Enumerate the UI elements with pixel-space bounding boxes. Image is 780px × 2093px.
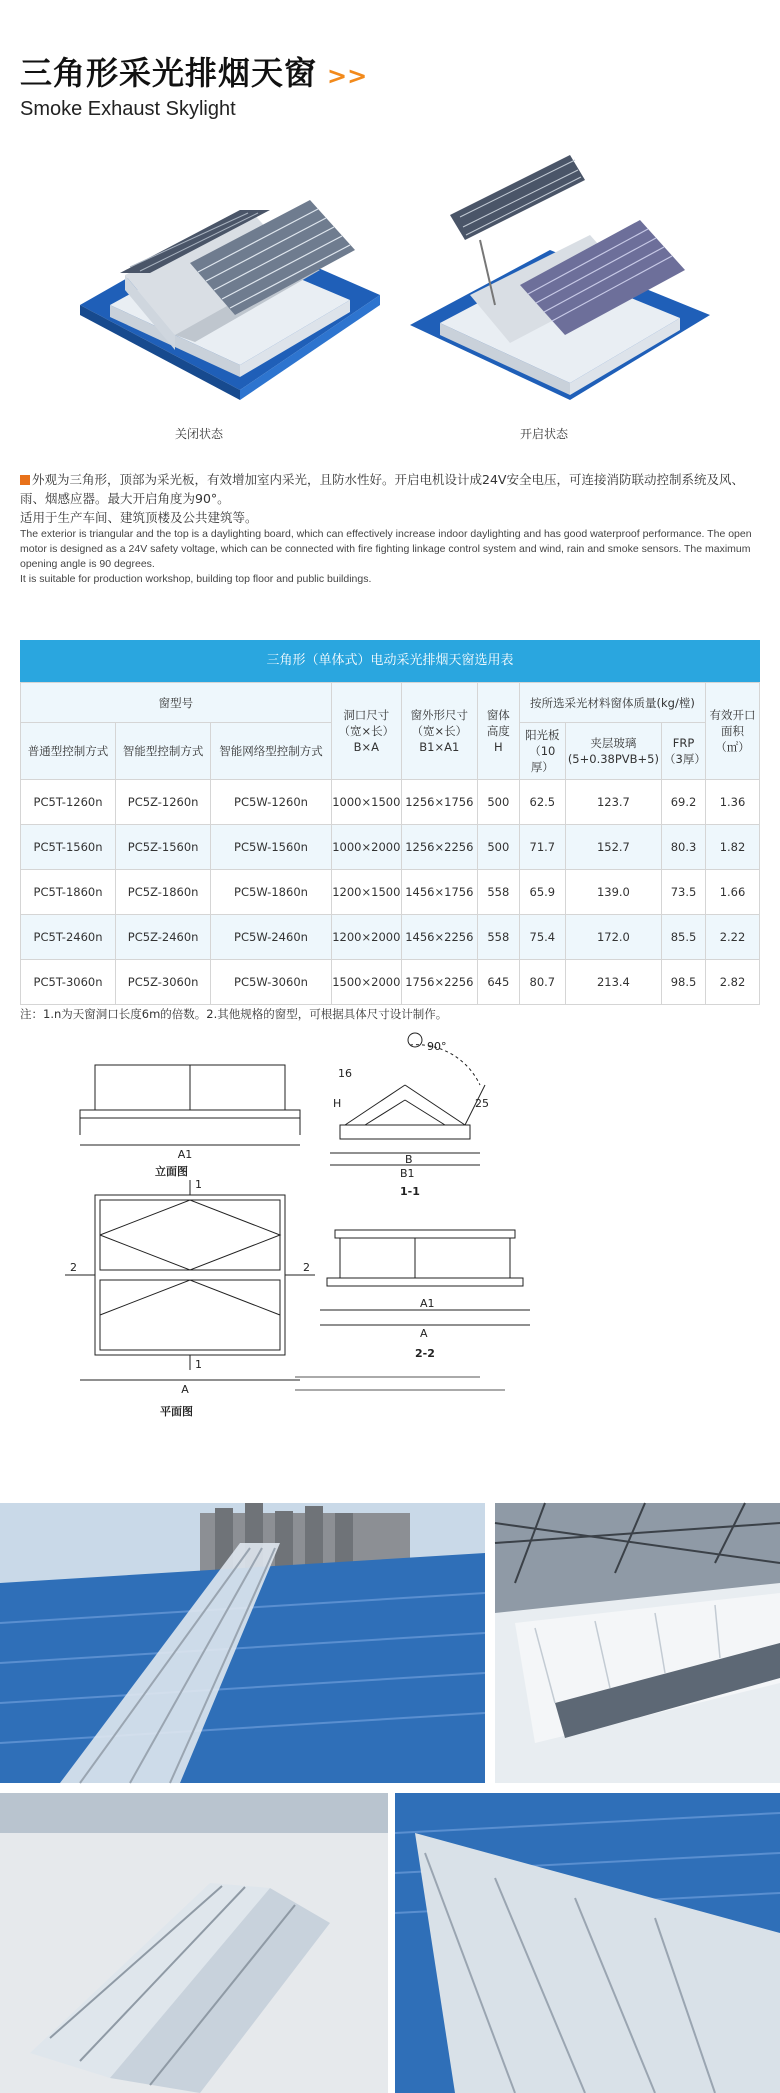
table-cell: 2.82 [706,960,760,1005]
table-cell: 1.82 [706,825,760,870]
title-row [20,48,367,94]
table-cell: 85.5 [662,915,706,960]
page-subtitle: Smoke Exhaust Skylight [20,98,236,120]
header-height: 窗体 高度 H [477,683,519,780]
table-row [21,870,760,915]
header-model-smart: 智能型控制方式 [116,723,211,780]
open-caption: 开启状态 [520,427,569,441]
label-25: 25 [475,1097,489,1110]
label-h: H [333,1097,342,1110]
table-cell: 71.7 [519,825,565,870]
label-b: B [405,1153,413,1166]
table-cell: 1200×1500 [331,870,401,915]
header-weight-glass: 夹层玻璃 (5+0.38PVB+5) [565,723,661,780]
label-16: 16 [338,1067,352,1080]
table-cell: PC5W-1260n [211,780,332,825]
table-cell: PC5Z-1860n [116,870,211,915]
header-weight: 按所选采光材料窗体质量(kg/樘) [519,683,705,723]
page-title: 三角形采光排烟天窗 [20,54,318,92]
table-cell: 1456×2256 [401,915,477,960]
table-cell: PC5T-2460n [21,915,116,960]
table-row [21,960,760,1005]
section-1-1-view [330,1033,485,1165]
description-cn-text: 外观为三角形，顶部为采光板，有效增加室内采光，且防水性好。开启电机设计成24V安全电压，可连接消防联动控制系统及风、雨、烟感应器。最大开启角度为90°。 [20,472,744,506]
elevation-view [80,1065,300,1145]
table-cell: 62.5 [519,780,565,825]
table-cell: 65.9 [519,870,565,915]
photo-truss-roof [495,1503,780,1783]
table-cell: 1756×2256 [401,960,477,1005]
table-title: 三角形（单体式）电动采光排烟天窗选用表 [20,640,760,682]
table-cell: PC5Z-2460n [116,915,211,960]
table-cell: 558 [477,915,519,960]
table-cell: 1.36 [706,780,760,825]
section-2-label: 2-2 [415,1347,435,1360]
description-en: The exterior is triangular and the top is a daylighting board, which can effectively increase indoor daylighting and has good waterproof performance. The open motor is designed as a 24V safety voltage, which can be connected with fire fighting linkage control system and wind, rain and smoke sensors. The maximum opening angle is 90 degrees. [20,528,752,570]
table-cell: 2.22 [706,915,760,960]
label-a1-section: A1 [420,1297,435,1310]
description [20,470,765,587]
plan-view [65,1180,315,1380]
mark-1-top: 1 [195,1178,202,1191]
label-90: 90° [427,1040,447,1053]
header-weight-frp: FRP （3厚） [662,723,706,780]
table-cell: PC5T-1860n [21,870,116,915]
table-cell: PC5Z-1560n [116,825,211,870]
header-model-network: 智能网络型控制方式 [211,723,332,780]
table-cell: 500 [477,825,519,870]
description-cn-use: 适用于生产车间、建筑顶楼及公共建筑等。 [20,510,258,525]
table-cell: 1.66 [706,870,760,915]
table-cell: PC5T-3060n [21,960,116,1005]
header-outer: 窗外形尺寸 （宽×长） B1×A1 [401,683,477,780]
title-arrows: >> [327,62,368,90]
table-cell: 500 [477,780,519,825]
table-cell: 645 [477,960,519,1005]
table-cell: PC5W-1560n [211,825,332,870]
open-skylight-render [400,155,720,405]
photo-factory-roof [0,1503,485,1783]
table-cell: 80.7 [519,960,565,1005]
table-cell: 1256×1756 [401,780,477,825]
technical-drawing [70,1040,695,1475]
label-a-plan: A [181,1383,189,1396]
mark-1-bottom: 1 [195,1358,202,1371]
table-cell: 69.2 [662,780,706,825]
table-cell: 1000×2000 [331,825,401,870]
table-note: 注：1.n为天窗洞口长度6m的倍数。2.其他规格的窗型，可根据具体尺寸设计制作。 [20,1007,448,1021]
table-cell: 1456×1756 [401,870,477,915]
header-model: 窗型号 [21,683,332,723]
title-block [20,48,367,121]
description-en-use: It is suitable for production workshop, building top floor and public buildings. [20,573,372,585]
table-cell: 1000×1500 [331,780,401,825]
label-a-section: A [420,1327,428,1340]
elevation-label: 立面图 [155,1165,188,1178]
table-cell: 1256×2256 [401,825,477,870]
photo-white-roof [0,1793,388,2093]
closed-caption: 关闭状态 [175,427,224,441]
header-opening: 洞口尺寸 （宽×长） B×A [331,683,401,780]
table-cell: PC5W-2460n [211,915,332,960]
header-weight-sunboard: 阳光板 （10厚） [519,723,565,780]
section-1-label: 1-1 [400,1185,420,1198]
table-cell: 152.7 [565,825,661,870]
table-row [21,915,760,960]
header-model-normal: 普通型控制方式 [21,723,116,780]
table-row [21,780,760,825]
spec-table [20,682,760,1005]
mark-2-left: 2 [70,1261,77,1274]
table-cell: PC5T-1560n [21,825,116,870]
table-row [21,825,760,870]
table-cell: 172.0 [565,915,661,960]
table-cell: PC5Z-1260n [116,780,211,825]
label-b1: B1 [400,1167,415,1180]
table-cell: 139.0 [565,870,661,915]
table-cell: 73.5 [662,870,706,915]
table-cell: 98.5 [662,960,706,1005]
table-cell: PC5W-3060n [211,960,332,1005]
table-cell: 1500×2000 [331,960,401,1005]
selection-table [20,640,760,1005]
photo-blue-roof [395,1793,780,2093]
table-cell: 558 [477,870,519,915]
description-cn [20,470,765,508]
mark-2-right: 2 [303,1261,310,1274]
table-cell: PC5W-1860n [211,870,332,915]
table-cell: PC5T-1260n [21,780,116,825]
table-cell: PC5Z-3060n [116,960,211,1005]
plan-label: 平面图 [160,1405,193,1418]
header-area: 有效开口 面积 （㎡） [706,683,760,780]
table-cell: 80.3 [662,825,706,870]
section-2-2-view [320,1230,530,1325]
table-cell: 213.4 [565,960,661,1005]
table-cell: 75.4 [519,915,565,960]
table-cell: 123.7 [565,780,661,825]
bullet-square-icon [20,475,30,485]
label-a1-top: A1 [177,1148,193,1161]
closed-skylight-render [70,155,390,405]
table-cell: 1200×2000 [331,915,401,960]
